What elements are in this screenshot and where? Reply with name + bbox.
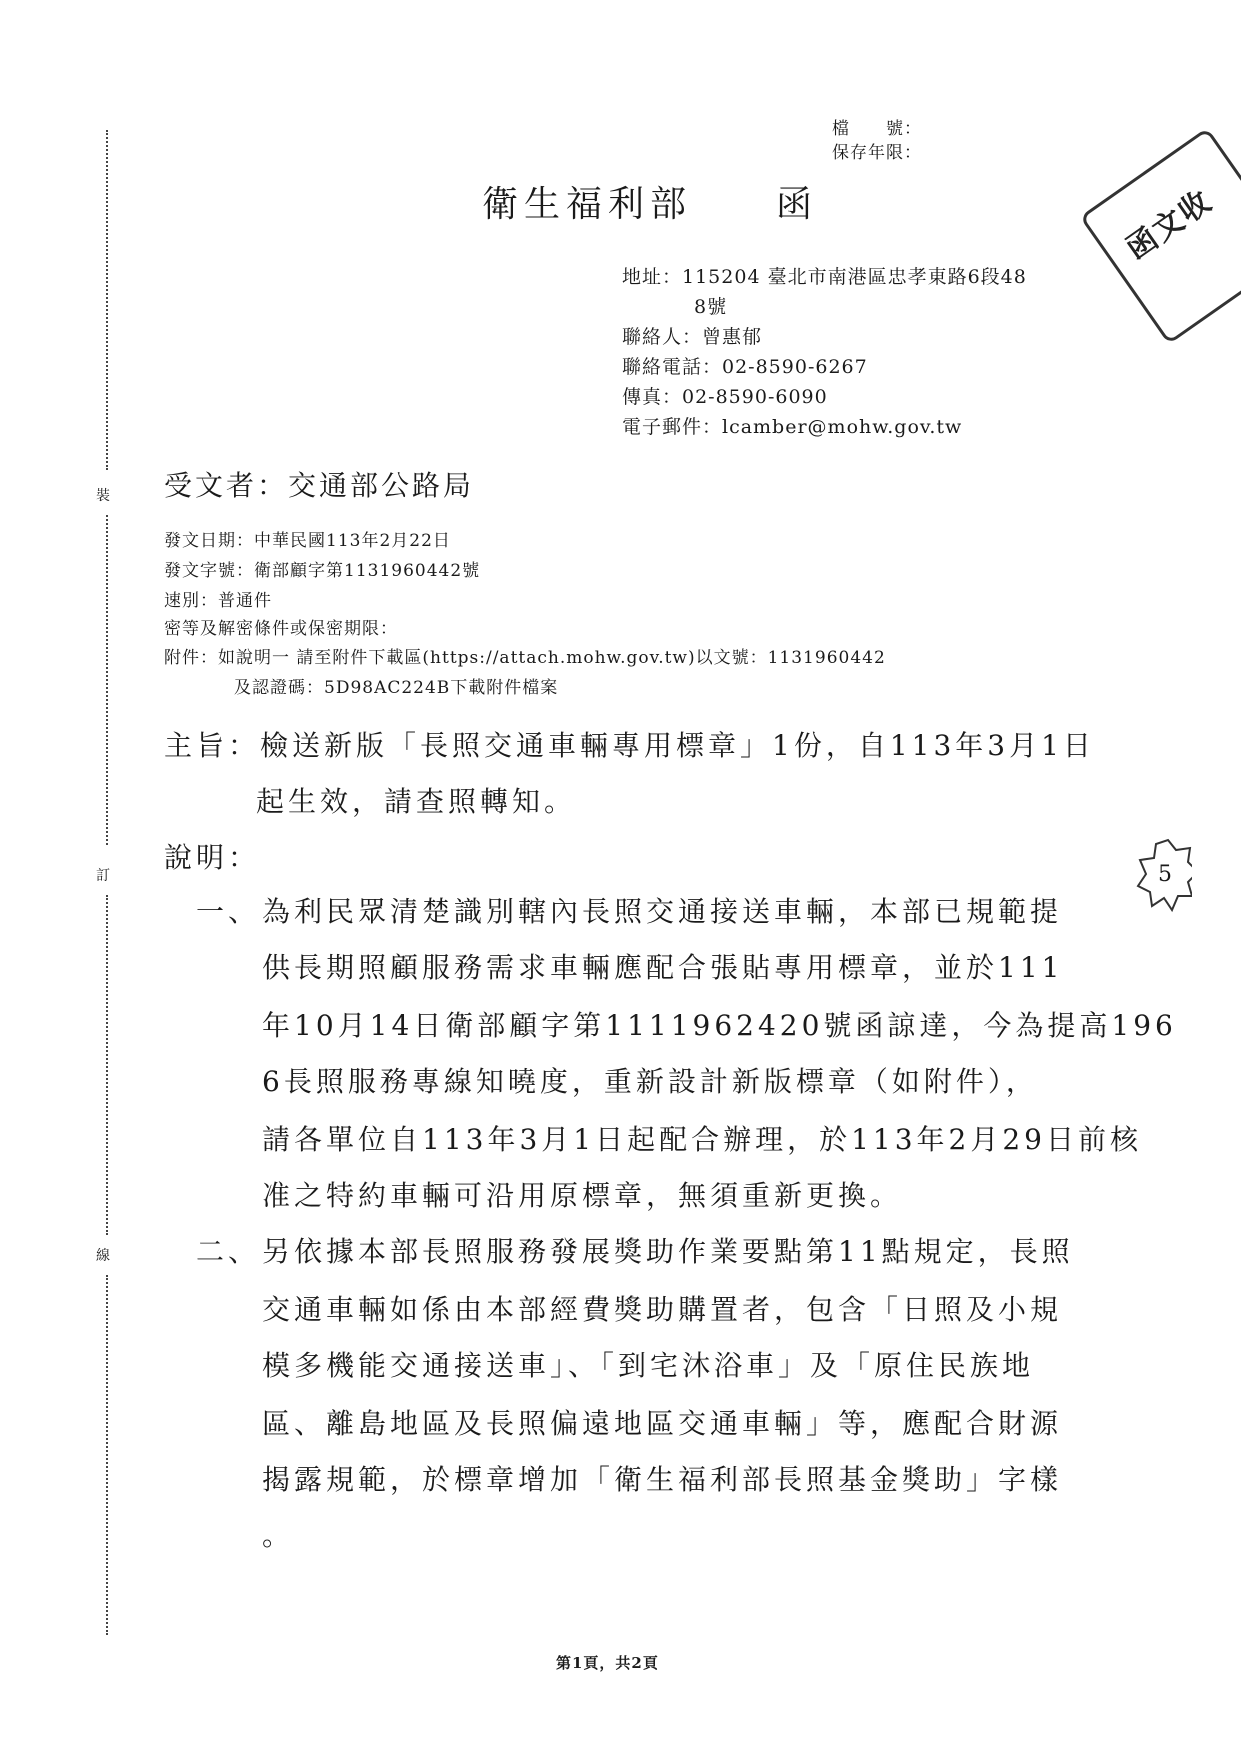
binding-char-xian: 線 bbox=[96, 1248, 110, 1264]
binding-char-zhuang: 裝 bbox=[96, 488, 110, 504]
receipt-stamp-text: 函文收 bbox=[1120, 183, 1219, 268]
subject-line-2: 起生效，請查照轉知。 bbox=[256, 785, 577, 818]
document-title: 衛生福利部 函 bbox=[482, 184, 819, 225]
item-2-line-4: 區、離島地區及長照偏遠地區交通車輛」等，應配合財源 bbox=[262, 1407, 1063, 1440]
item-1-line-2: 供長期照顧服務需求車輛應配合張貼專用標章，並於111 bbox=[262, 951, 1064, 984]
item-2-line-5: 揭露規範，於標章增加「衛生福利部長照基金獎助」字樣 bbox=[262, 1463, 1063, 1496]
page-number: 第1頁，共2頁 bbox=[556, 1654, 659, 1672]
subject-line-1: 主旨：檢送新版「長照交通車輛專用標章」1份，自113年3月1日 bbox=[164, 729, 1095, 762]
contact-phone: 聯絡電話：02-8590-6267 bbox=[622, 356, 868, 378]
retention-period-label: 保存年限： bbox=[832, 143, 922, 163]
issue-date: 發文日期：中華民國113年2月22日 bbox=[164, 531, 451, 551]
attachment-line-2: 及認證碼：5D98AC224B下載附件檔案 bbox=[234, 678, 559, 698]
contact-fax: 傳真：02-8590-6090 bbox=[622, 386, 828, 408]
contact-person: 聯絡人：曾惠郁 bbox=[622, 326, 763, 348]
document-number: 發文字號：衛部顧字第1131960442號 bbox=[164, 561, 481, 581]
item-2-line-2: 交通車輛如係由本部經費獎助購置者，包含「日照及小規 bbox=[262, 1293, 1063, 1326]
item-1-marker: 一、 bbox=[196, 895, 261, 928]
binding-line-middle-1 bbox=[106, 515, 108, 845]
item-2-line-1: 另依據本部長照服務發展獎助作業要點第11點規定，長照 bbox=[262, 1235, 1074, 1268]
file-number-label: 檔 號： bbox=[832, 119, 922, 139]
item-2-line-3: 模多機能交通接送車」、「到宅沐浴車」及「原住民族地 bbox=[262, 1349, 1035, 1382]
item-1-line-6: 准之特約車輛可沿用原標章，無須重新更換。 bbox=[262, 1179, 903, 1212]
explanation-label: 說明： bbox=[164, 841, 261, 874]
address-line-1: 地址：115204 臺北市南港區忠孝東路6段48 bbox=[622, 266, 1027, 288]
binding-line-middle-2 bbox=[106, 895, 108, 1235]
receipt-stamp bbox=[1079, 127, 1241, 344]
seal-number: 5 bbox=[1158, 862, 1172, 887]
item-1-line-5: 請各單位自113年3月1日起配合辦理，於113年2月29日前核 bbox=[262, 1123, 1142, 1156]
item-1-line-3: 年10月14日衛部顧字第1111962420號函諒達，今為提高196 bbox=[262, 1009, 1177, 1042]
item-2-line-6: 。 bbox=[262, 1519, 295, 1552]
binding-line-top bbox=[106, 130, 108, 470]
address-line-2: 8號 bbox=[694, 296, 728, 318]
item-1-line-1: 為利民眾清楚識別轄內長照交通接送車輛，本部已規範提 bbox=[262, 895, 1063, 928]
secrecy-level: 密等及解密條件或保密期限： bbox=[164, 619, 398, 639]
attachment-line-1: 附件：如說明一 請至附件下載區(https://attach.mohw.gov.tw)以文號：1131960442 bbox=[164, 648, 886, 668]
delivery-speed: 速別：普通件 bbox=[164, 591, 272, 611]
contact-email: 電子郵件：lcamber@mohw.gov.tw bbox=[622, 416, 963, 438]
item-1-line-4: 6長照服務專線知曉度，重新設計新版標章（如附件）， bbox=[262, 1065, 1038, 1098]
binding-char-ding: 訂 bbox=[96, 868, 110, 884]
item-2-marker: 二、 bbox=[196, 1235, 261, 1268]
recipient: 受文者：交通部公路局 bbox=[164, 469, 475, 502]
binding-line-bottom bbox=[106, 1275, 108, 1635]
